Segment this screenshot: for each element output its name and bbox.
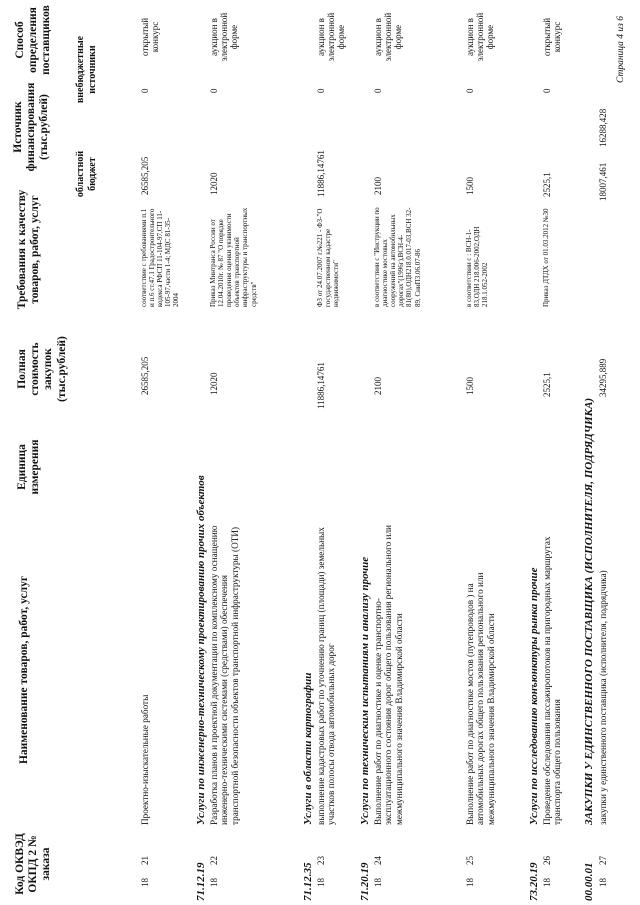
row-total: 11886,14761 <box>316 362 326 409</box>
header-name: Наименование товаров, работ, услуг <box>18 575 30 765</box>
row-method: аукцион в электронной форме <box>316 12 347 62</box>
row-requirements: Приказ Минтранса России от 12.04.2010г. № 87 "О порядке проведения оценки уязвимости объектов транспортной инфраструктуры и транспортных средств" <box>209 207 258 307</box>
row-requirements: в соответствии с : ВСН-1-83,ОДН 218.006-2002,ОДН 218.1.052-2002 <box>465 226 490 307</box>
row-code: 18 <box>209 878 219 887</box>
row-requirements: соответствие с требованиями п.1 и п.6 ст.47.1 Градостроительного кодекса РФСП 11-104-97,СП 11-105-97,части 1-4; МДС 81-35-2004 <box>140 208 181 307</box>
row-extra: 0 <box>140 88 150 93</box>
row-name: закупки у единственного поставщика (исполнителя, подрядчика) <box>598 570 608 825</box>
page-number: Страница 4 из 6 <box>616 16 626 83</box>
row-requirements: ФЗ от 24.07.2007 г.№221 - ФЗ-"О государственном кадастре недвижимости" <box>316 208 341 307</box>
row-total: 34295,889 <box>598 358 608 397</box>
header-regional: областной бюджет <box>75 150 98 198</box>
row-total: 26585,205 <box>140 356 150 395</box>
row-code: 18 <box>598 878 608 887</box>
header-total: Полная стоимость закупок (тыс.рублей) <box>16 336 68 402</box>
row-extra: 16288,428 <box>598 108 608 147</box>
row-regional: 26585,205 <box>140 156 150 195</box>
row-regional: 18007,461 <box>598 162 608 201</box>
section-title: Услуги по исследованию конъюнктуры рынка прочие <box>528 567 540 825</box>
row-regional: 2100 <box>373 177 383 195</box>
header-extra: внебюджетные источники <box>75 35 98 104</box>
row-number: 25 <box>465 856 475 865</box>
section-code: 00.00.01 <box>583 862 595 901</box>
row-total: 12020 <box>209 372 219 395</box>
row-extra: 0 <box>542 88 552 93</box>
section-code: 71.20.19 <box>359 862 371 901</box>
row-code: 18 <box>140 878 150 887</box>
row-method: аукцион в электронной форме <box>209 12 240 62</box>
row-number: 22 <box>209 856 219 865</box>
row-code: 18 <box>465 878 475 887</box>
row-extra: 0 <box>209 88 219 93</box>
row-name: выполнение кадастровых работ по уточнению границ (площади) земельных участков полосы отвода автомобильных дорог <box>316 527 337 825</box>
row-name: Выполнение работ по диагностике мостов (путепроводов ) на автомобильных дорогах общего пользования регионального или межмуниципального значения Владимирской области <box>465 572 496 825</box>
row-method: открытый конкурс <box>542 17 563 57</box>
row-total: 2525,1 <box>542 372 552 397</box>
section-title: ЗАКУПКИ У ЕДИНСТВЕННОГО ПОСТАВЩИКА (ИСПОЛНИТЕЛЯ, ПОДРЯДЧИКА) <box>583 397 595 825</box>
row-name: Выполнение работ по диагностике и оценке транспортно-эксплуатационного состояния дорог общего пользования регионального или межмуниципального значения Владимирской области <box>373 525 404 825</box>
row-extra: 0 <box>316 88 326 93</box>
row-method: аукцион в электронной форме <box>373 12 404 62</box>
row-method: аукцион в электронной форме <box>465 12 496 62</box>
header-funding: Источник финансирования (тыс.рублей) <box>12 82 51 172</box>
row-number: 24 <box>373 856 383 865</box>
row-requirements: в соответствии с "Инструкции по диагностике мостовых сооружений на автомобильных дорогах"(1996г),ВСН-4-81(80),ОДН218.0.017-03,ВСН 32-89, СниП3.06.07-86 <box>373 207 422 307</box>
row-regional: 1500 <box>465 177 475 195</box>
row-name: Разработка планов и проектной документации по комплексному оснащению инженерно-техническими системами (средствами) обеспечения транспортной безопасности объектов транспортной инфраструктуры (ОТИ) <box>209 525 240 825</box>
row-regional: 12020 <box>209 172 219 195</box>
row-total: 2100 <box>373 377 383 395</box>
row-extra: 0 <box>373 88 383 93</box>
row-name: Проектно-изыскательные работы <box>140 694 150 825</box>
row-code: 18 <box>316 878 326 887</box>
row-name: Проведение обследования пассажиропотоков на пригородных маршрутах транспорта общего пользования <box>542 536 563 825</box>
section-title: Услуги в области картографии <box>302 672 314 825</box>
section-code: 71.12.35 <box>302 862 314 901</box>
row-regional: 11886,14761 <box>316 150 326 197</box>
row-number: 27 <box>598 856 608 865</box>
header-method: Способ определения поставщиков <box>14 5 53 75</box>
row-number: 26 <box>542 856 552 865</box>
row-regional: 2525,1 <box>542 172 552 197</box>
row-number: 23 <box>316 856 326 865</box>
row-code: 18 <box>373 878 383 887</box>
header-unit: Единица измерения <box>16 439 42 495</box>
row-total: 1500 <box>465 377 475 395</box>
section-code: 71.12.19 <box>195 862 207 901</box>
row-method: открытый конкурс <box>140 17 161 57</box>
section-code: 73.20.19 <box>528 862 540 901</box>
header-code: Код ОКВЭД ОКПД 2 № заказа <box>14 833 53 895</box>
row-extra: 0 <box>465 88 475 93</box>
header-requirements: Требования к качеству товаров, работ, услуг <box>16 189 42 310</box>
row-requirements: Приказ ДТДХ от 01.03.2012 №30 <box>542 208 550 307</box>
row-number: 21 <box>140 856 150 865</box>
section-title: Услуги по техническим испытаниям и анализу прочие <box>359 556 371 825</box>
row-code: 18 <box>542 878 552 887</box>
section-title: Услуги по инженерно-техническому проектированию прочих объектов <box>195 475 207 825</box>
